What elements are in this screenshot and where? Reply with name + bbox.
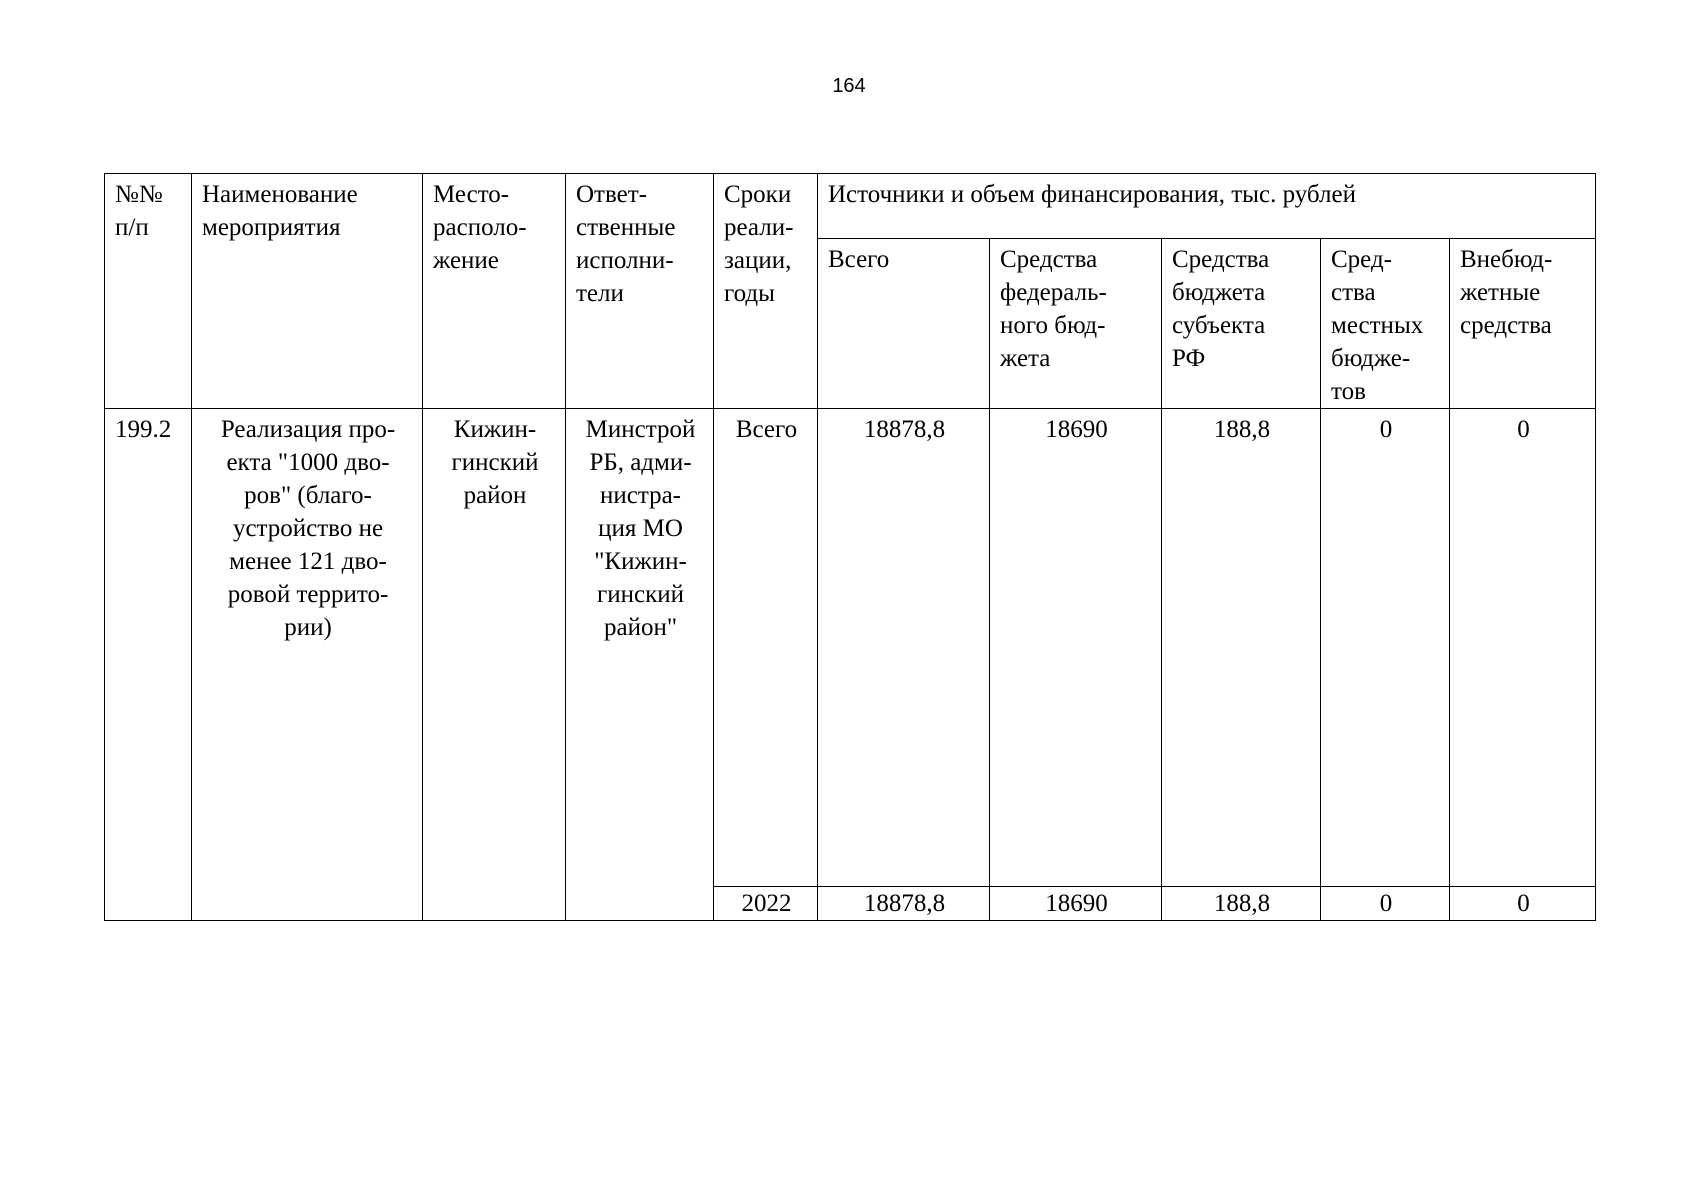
header-location: Место- располо- жение bbox=[423, 174, 566, 409]
table-row bbox=[105, 409, 1596, 887]
row-num: 199.2 bbox=[105, 409, 192, 921]
page-number: 164 bbox=[832, 75, 866, 97]
header-row-top bbox=[105, 174, 1596, 239]
row-name: Реализация про- екта "1000 дво- ров" (благо- устройство не менее 121 дво- ровой террито- рии) bbox=[192, 409, 423, 921]
row-year-federal-value: 18690 bbox=[990, 887, 1162, 921]
header-name: Наименование мероприятия bbox=[192, 174, 423, 409]
row-local-value: 0 bbox=[1321, 409, 1450, 887]
row-term-year: 2022 bbox=[714, 887, 818, 921]
header-terms: Сроки реали- зации, годы bbox=[714, 174, 818, 409]
row-responsible: Минстрой РБ, адми- нистра- ция МО "Кижин- гинский район" bbox=[566, 409, 714, 921]
row-regional-value: 188,8 bbox=[1162, 409, 1321, 887]
row-year-regional-value: 188,8 bbox=[1162, 887, 1321, 921]
header-num: №№ п/п bbox=[105, 174, 192, 409]
row-location: Кижин- гинский район bbox=[423, 409, 566, 921]
header-total: Всего bbox=[818, 239, 990, 409]
financing-table bbox=[104, 173, 1596, 921]
row-year-local-value: 0 bbox=[1321, 887, 1450, 921]
row-federal-value: 18690 bbox=[990, 409, 1162, 887]
header-federal: Средства федераль- ного бюд- жета bbox=[990, 239, 1162, 409]
header-local: Сред- ства местных бюдже- тов bbox=[1321, 239, 1450, 409]
header-extra: Внебюд- жетные средства bbox=[1450, 239, 1596, 409]
header-regional: Средства бюджета субъекта РФ bbox=[1162, 239, 1321, 409]
row-total-value: 18878,8 bbox=[818, 409, 990, 887]
header-sources-group: Источники и объем финансирования, тыс. рублей bbox=[818, 174, 1596, 239]
row-term-total: Всего bbox=[714, 409, 818, 887]
header-responsible: Ответ- ственные исполни- тели bbox=[566, 174, 714, 409]
row-year-extra-value: 0 bbox=[1450, 887, 1596, 921]
row-extra-value: 0 bbox=[1450, 409, 1596, 887]
row-year-total-value: 18878,8 bbox=[818, 887, 990, 921]
